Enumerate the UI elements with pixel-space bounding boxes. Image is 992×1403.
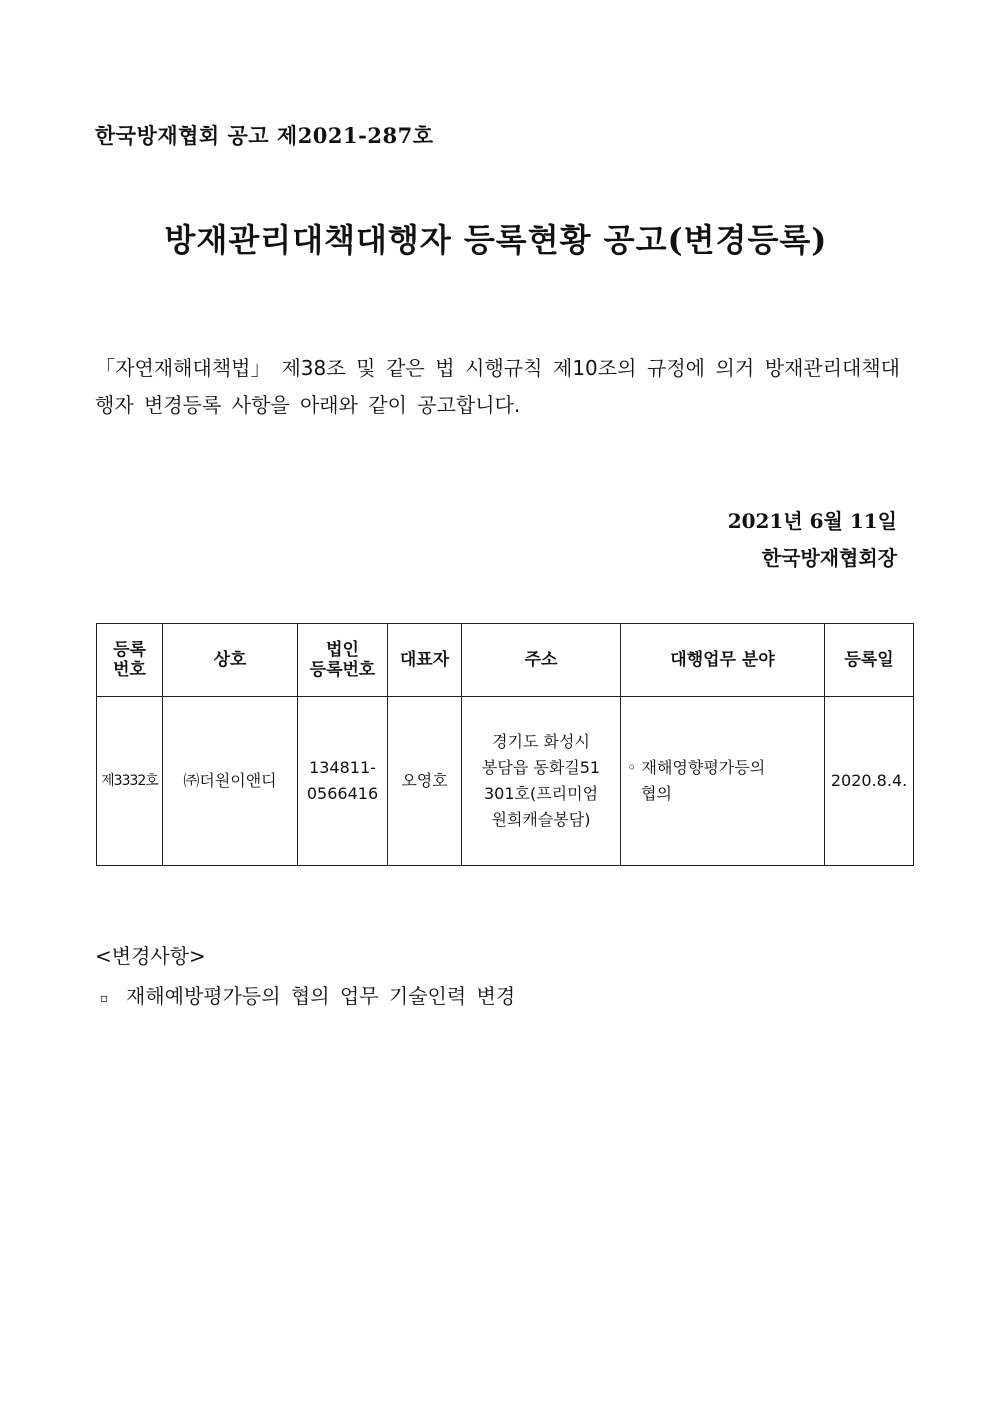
notice-paragraph: 「자연재해대책법」 제38조 및 같은 법 시행규칙 제10조의 규정에 의거 방재관리대책대행자 변경등록 사항을 아래와 같이 공고합니다. [95, 356, 900, 417]
changes-list-item [100, 980, 515, 1009]
cell-business-line2: 협의 [641, 784, 672, 803]
header-reg-no-line2: 번호 [113, 660, 146, 680]
cell-address-line4: 원희캐슬봉담) [491, 810, 591, 829]
header-corp-no-line2: 등록번호 [309, 660, 376, 680]
cell-address-line1: 경기도 화성시 [492, 732, 590, 751]
header-corp-no [298, 624, 388, 697]
header-representative: 대표자 [388, 624, 462, 697]
header-reg-no-line1: 등록 [113, 640, 146, 660]
header-address: 주소 [462, 624, 621, 697]
cell-company: ㈜더원이앤디 [163, 697, 298, 866]
document-title: 방재관리대책대행자 등록현황 공고(변경등록) [164, 221, 828, 259]
header-reg-no [97, 624, 163, 697]
table-header-row [97, 624, 914, 697]
changes-heading: <변경사항> [95, 944, 206, 968]
header-corp-no-line1: 법인 [326, 640, 359, 660]
cell-reg-date: 2020.8.4. [825, 697, 914, 866]
header-reg-date: 등록일 [825, 624, 914, 697]
cell-reg-no: 제3332호 [97, 697, 163, 866]
cell-address-line2: 봉담읍 동화길51 [481, 758, 601, 777]
header-business: 대행업무 분야 [621, 624, 825, 697]
cell-business-line1: ◦ 재해영향평가등의 [627, 758, 766, 777]
notice-number: 한국방재협회 공고 제2021-287호 [95, 123, 434, 148]
cell-address [462, 697, 621, 866]
notice-date: 2021년 6월 11일 [727, 509, 897, 533]
changes-item-text: 재해예방평가등의 협의 업무 기술인력 변경 [126, 984, 516, 1008]
registration-table [96, 623, 914, 866]
cell-corp-no [298, 697, 388, 866]
square-bullet-icon: ▫ [100, 990, 109, 1005]
cell-business [621, 697, 825, 866]
cell-address-line3: 301호(프리미엄 [483, 784, 599, 803]
cell-corp-no-line1: 134811- [309, 758, 376, 777]
header-company: 상호 [163, 624, 298, 697]
issuer-name: 한국방재협회장 [761, 546, 897, 570]
cell-representative: 오영호 [388, 697, 462, 866]
table-row [97, 697, 914, 866]
cell-corp-no-line2: 0566416 [306, 784, 379, 803]
